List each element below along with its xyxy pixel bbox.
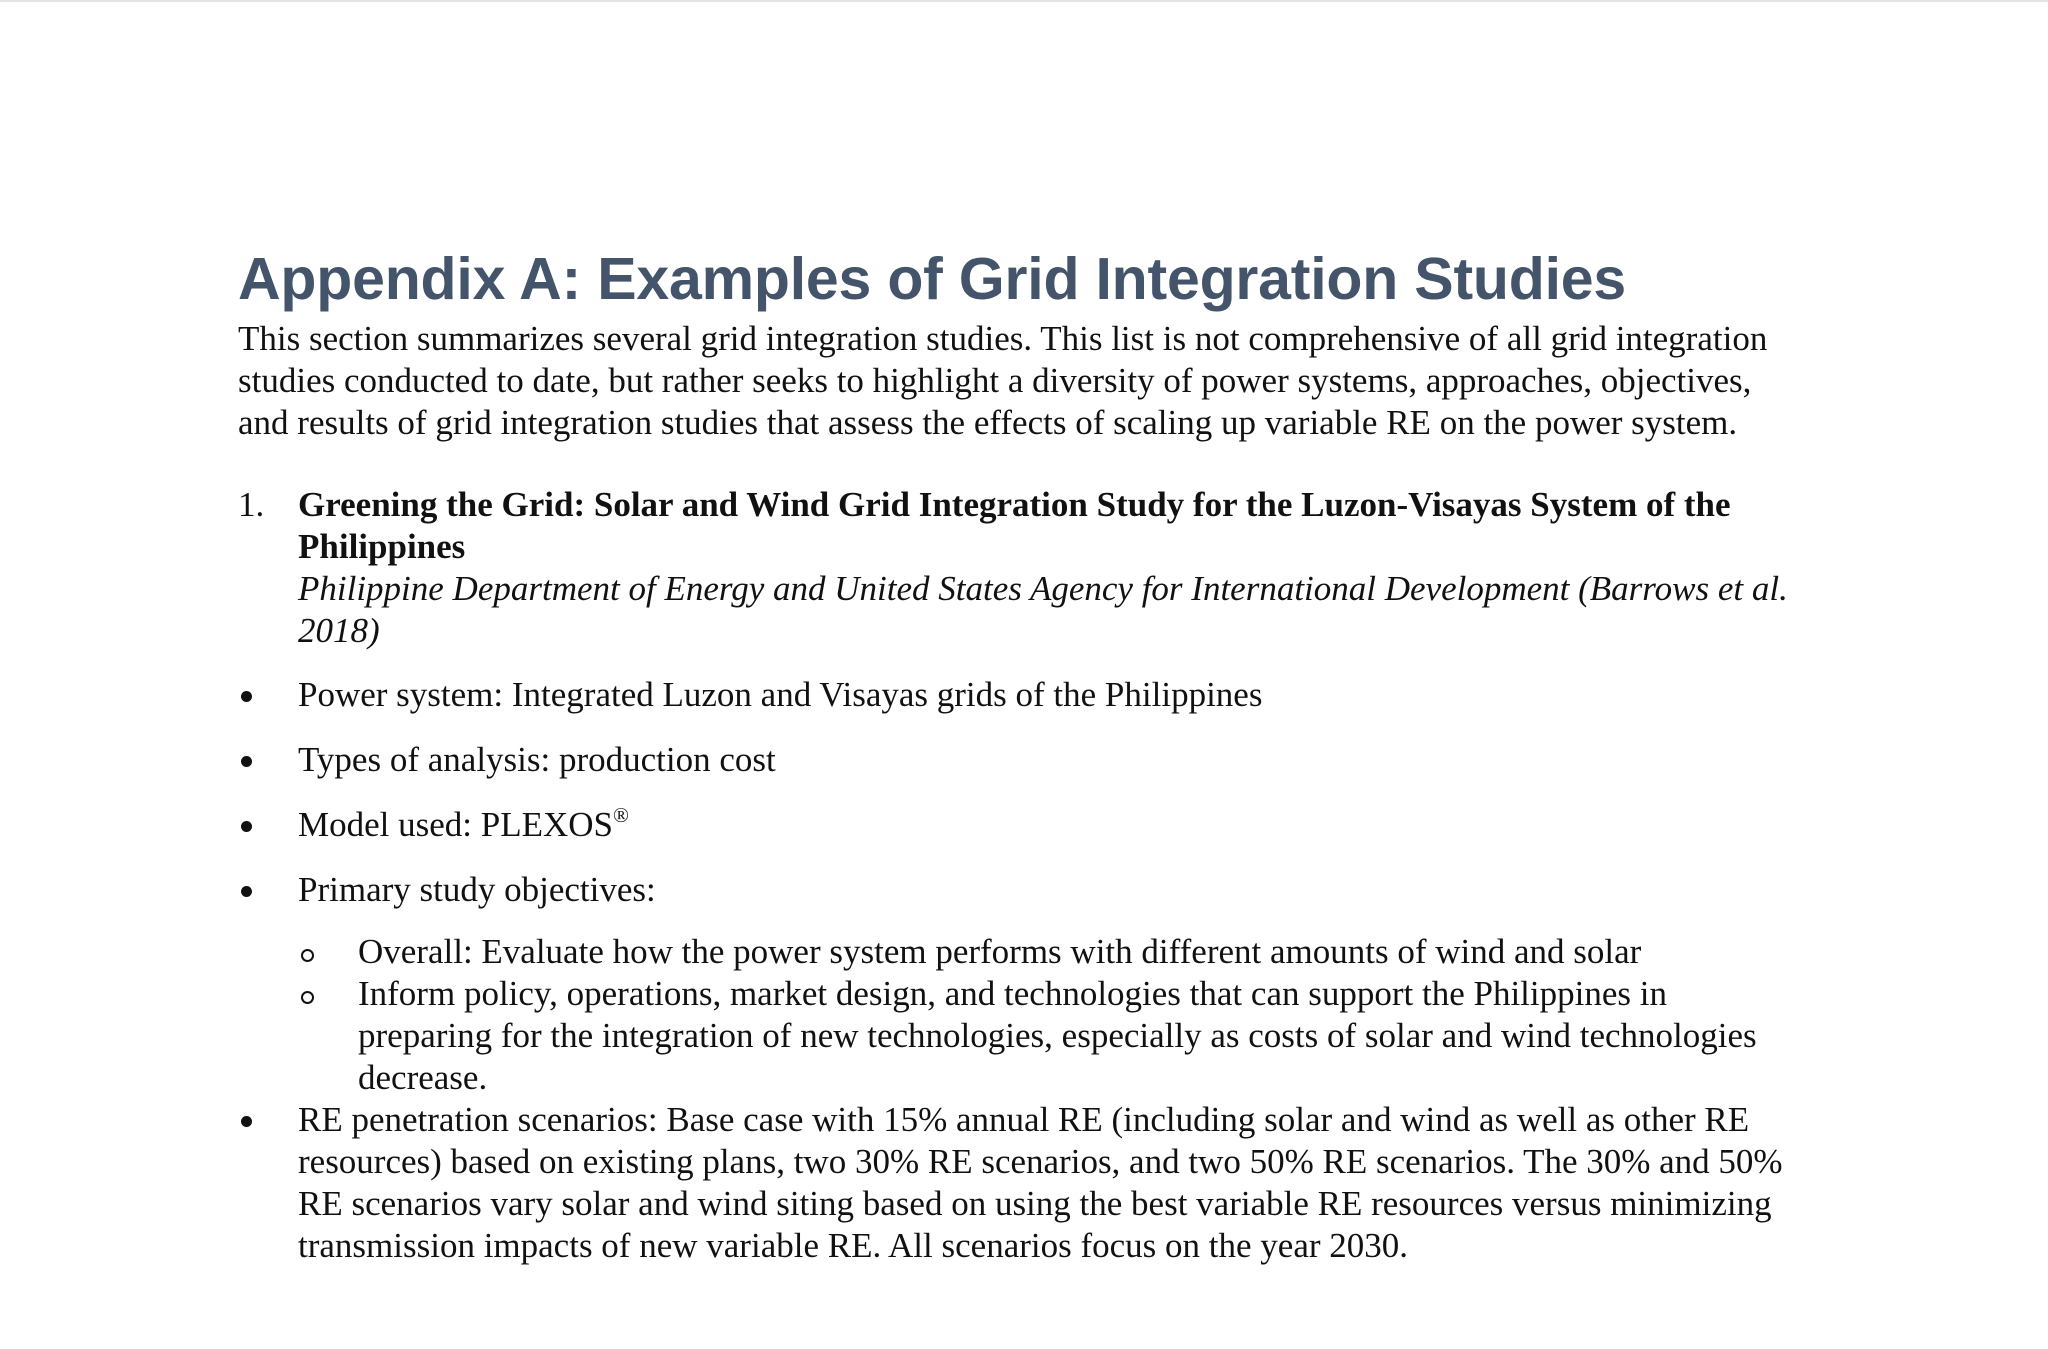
bullet-icon bbox=[241, 1116, 252, 1127]
bullet-icon bbox=[241, 886, 252, 897]
bullet-model-used bbox=[238, 804, 1798, 846]
bullet-icon bbox=[241, 691, 252, 702]
study-title: Greening the Grid: Solar and Wind Grid Integration Study for the Luzon-Visayas System of the Philippines bbox=[298, 485, 1731, 566]
sub-bullet-inform bbox=[298, 973, 1798, 1099]
hollow-bullet-icon bbox=[301, 991, 314, 1004]
sub-bullet-text: Inform policy, operations, market design, and technologies that can support the Philippines in preparing for the integration of new technologies, especially as costs of solar and wind technologies decrease. bbox=[358, 974, 1757, 1097]
sub-bullet-overall bbox=[298, 931, 1798, 973]
bullet-objectives bbox=[238, 869, 1798, 1099]
document-page bbox=[238, 246, 1798, 1267]
bullet-analysis-type bbox=[238, 739, 1798, 781]
registered-mark: ® bbox=[613, 803, 629, 827]
study-source: Philippine Department of Energy and United States Agency for International Development (Barrows et al. 2018) bbox=[298, 569, 1788, 650]
sub-bullet-text: Overall: Evaluate how the power system performs with different amounts of wind and solar bbox=[358, 932, 1642, 971]
bullet-text: Model used: PLEXOS bbox=[298, 805, 613, 844]
objectives-sublist bbox=[298, 931, 1798, 1099]
bullet-text: Primary study objectives: bbox=[298, 870, 656, 909]
study-item-1 bbox=[238, 484, 1798, 652]
intro-paragraph: This section summarizes several grid integration studies. This list is not comprehensive of all grid integration studies conducted to date, but rather seeks to highlight a diversity of power systems, approaches, objectives, and results of grid integration studies that assess the effects of scaling up variable RE on the power system. bbox=[238, 319, 1768, 442]
top-border bbox=[0, 0, 2048, 2]
bullet-icon bbox=[241, 821, 252, 832]
bullet-re-scenarios bbox=[238, 1099, 1798, 1267]
study-number: 1. bbox=[238, 485, 265, 524]
bullet-text: Types of analysis: production cost bbox=[298, 740, 776, 779]
hollow-bullet-icon bbox=[301, 949, 314, 962]
bullet-power-system bbox=[238, 674, 1798, 716]
bullet-icon bbox=[241, 756, 252, 767]
bullet-text: RE penetration scenarios: Base case with 15% annual RE (including solar and wind as well as other RE resources) based on existing plans, two 30% RE scenarios, and two 50% RE scenarios. The 30% and 50% RE scenarios vary solar and wind siting based on using the best variable RE resources versus minimizing transmission impacts of new variable RE. All scenarios focus on the year 2030. bbox=[298, 1100, 1783, 1265]
appendix-heading: Appendix A: Examples of Grid Integration Studies bbox=[238, 246, 1626, 312]
bullet-text: Power system: Integrated Luzon and Visayas grids of the Philippines bbox=[298, 675, 1263, 714]
study-details-list bbox=[238, 674, 1798, 1267]
